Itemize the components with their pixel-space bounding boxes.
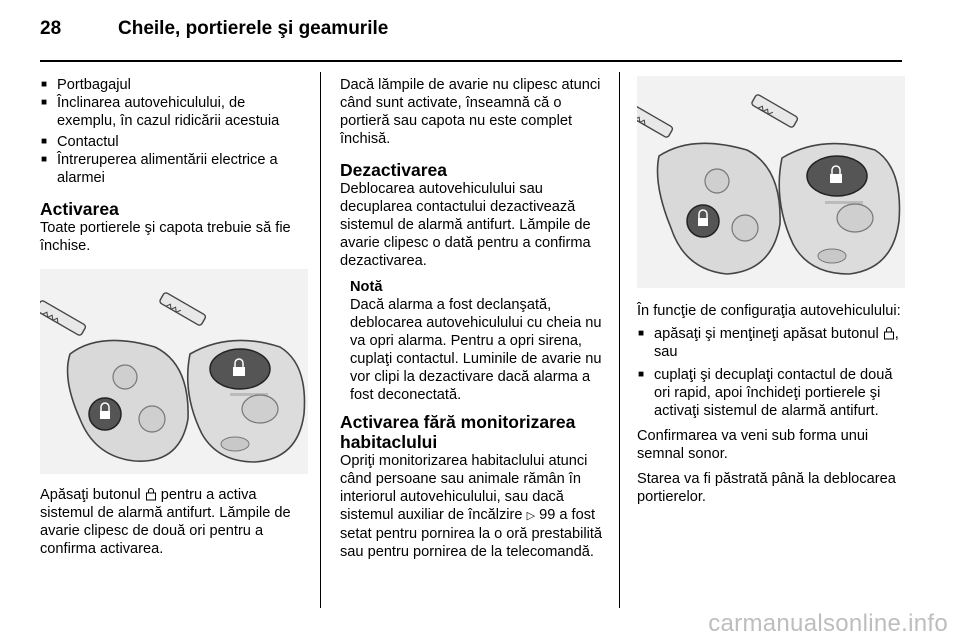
configuration-intro: În funcţie de configuraţia autovehiculului:: [637, 303, 901, 319]
note-text: Dacă alarma a fost declanşată, deblocarea autovehiculului cu cheia nu va opri alarma. Pentru a opri sirena, cuplaţi contactul. Luminile de avarie nu vor clipi la dezactivare dacă alarma a fost deconectată.: [350, 297, 602, 403]
body-text: , sau: [654, 326, 899, 360]
confirmation-text: Confirmarea va veni sub forma unui semnal sonor.: [637, 428, 869, 462]
caption-text: Apăsaţi butonul: [40, 487, 141, 503]
list-item: ■ cuplaţi şi decuplaţi contactul de două ori rapid, apoi închideţi portierele şi activaţi sistemul de alarmă antifurt.: [637, 366, 905, 420]
section-heading-activation: Activarea: [40, 199, 119, 219]
body-text: Opriţi monitorizarea habitaclului atunci când persoane sau animale rămân în interiorul autovehiculului, sau dacă sistemul auxiliar de încălzire: [340, 453, 588, 523]
list-item: ■ Înclinarea autovehiculului, de exemplu, în cazul ridicării acestuia: [40, 94, 308, 130]
list-item: ■ Contactul: [40, 133, 308, 151]
section-heading-no-cabin-monitoring: Activarea fără monitorizarea habitaclului: [340, 412, 576, 452]
page-header: [40, 18, 388, 48]
page-title: Cheile, portierele şi geamurile: [118, 18, 389, 39]
deactivation-options-list: [637, 325, 905, 420]
page-number: 28: [40, 18, 62, 39]
column-3: [637, 76, 905, 506]
activation-intro: Toate portierele şi capota trebuie să fie închise.: [40, 220, 291, 254]
key-fob-icon: [637, 76, 905, 288]
column-divider: [320, 72, 321, 608]
body-text: apăsaţi şi menţineţi apăsat butonul: [654, 326, 879, 342]
key-fob-illustration: [637, 76, 905, 288]
watermark: carmanualsonline.info: [708, 610, 948, 637]
activation-caption: [40, 486, 308, 558]
key-fob-illustration: [40, 269, 308, 474]
key-fob-icon: [40, 269, 308, 474]
list-item: ■ Întreruperea alimentării electrice a alarmei: [40, 151, 308, 187]
list-item: ■ Portbagajul: [40, 76, 308, 94]
state-text: Starea va fi păstrată până la deblocarea portierelor.: [637, 471, 896, 505]
note-box: [340, 278, 608, 404]
page-ref-arrow-icon: ▷: [526, 510, 536, 522]
trigger-list: [40, 76, 308, 187]
page-reference[interactable]: 99: [539, 507, 556, 523]
column-2: [340, 76, 608, 561]
lock-button-icon: [883, 327, 895, 340]
lock-button-icon: [145, 488, 157, 501]
note-title: Notă: [350, 279, 383, 295]
column-divider: [619, 72, 620, 608]
header-rule: [40, 60, 902, 62]
column-1: [40, 76, 308, 558]
section-heading-deactivation: Dezactivarea: [340, 160, 448, 180]
activation-failure-text: Dacă lămpile de avarie nu clipesc atunci când sunt activate, înseamnă că o portieră sau capota nu este complet închisă.: [340, 77, 601, 147]
caption-text: pentru a activa sistemul de alarmă antifurt. Lămpile de avarie clipesc de două ori pentru a confirma activarea.: [40, 487, 291, 557]
list-item: [637, 325, 905, 361]
body-text: a fost setat pentru pornirea la o oră prestabilită sau pentru pornirea de la telecomandă.: [340, 507, 603, 560]
deactivation-text: Deblocarea autovehiculului sau decuplarea contactului dezactivează sistemul de alarmă antifurt. Lămpile de avarie clipesc o dată pentru a confirma dezactivarea.: [340, 181, 591, 269]
no-cabin-monitoring-text: [340, 452, 608, 561]
